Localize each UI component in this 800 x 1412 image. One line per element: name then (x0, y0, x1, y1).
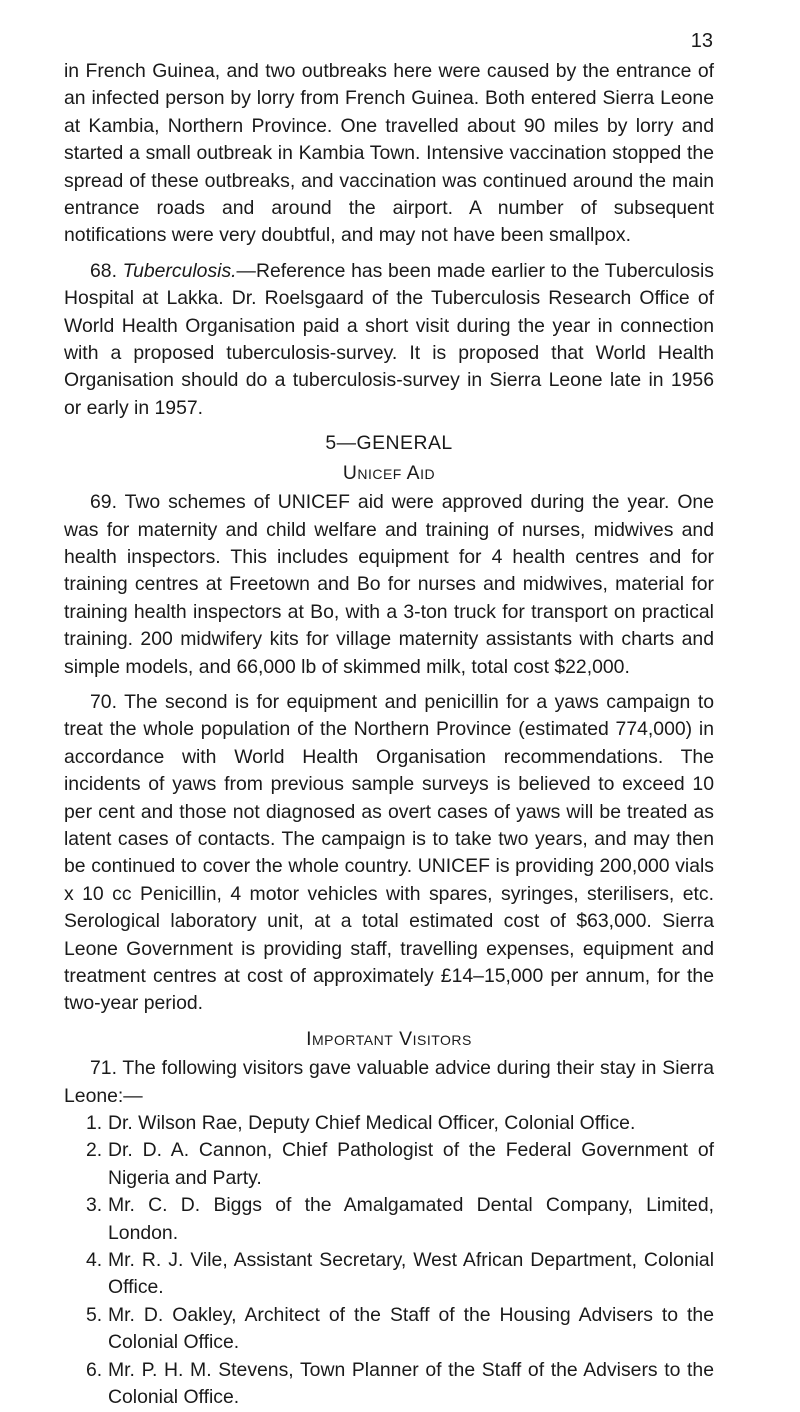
list-item (64, 1357, 714, 1412)
list-item-text: Mr. P. H. M. Stevens, Town Planner of the Staff of the Advisers to the Colonial Office. (108, 1358, 714, 1409)
list-item-number: 4. (86, 1249, 103, 1272)
list-item-text: Dr. Wilson Rae, Deputy Chief Medical Officer, Colonial Office. (108, 1112, 636, 1135)
paragraph-smallpox-continued: in French Guinea, and two outbreaks here were caused by the entrance of an infected person by lorry from French Guinea. Both entered Sierra Leone at Kambia, Northern Province. One travelled about 90 miles by lorry and started a small outbreak in Kambia Town. Intensive vaccination stopped the spread of these outbreaks, and vaccination was continued around the main entrance roads and around the airport. A number of subsequent notifications were very doubtful, and may not have been smallpox. (64, 60, 714, 247)
page-number: 13 (690, 30, 713, 52)
list-item-number: 5. (86, 1303, 103, 1326)
list-item (64, 1302, 714, 1357)
paragraph-69: 69. Two schemes of UNICEF aid were approved during the year. One was for maternity and child welfare and training of nurses, midwives and health inspectors. This includes equipment for 4 health centres and for training centres at Freetown and Bo for nurses and midwives, material for training health inspectors at Bo, with a 3-ton truck for transport on practical training. 200 midwifery kits for village maternity assistants with charts and simple models, and 66,000 lb of skimmed milk, total cost $22,000. (64, 491, 714, 678)
list-item (64, 1192, 714, 1247)
section-heading-general: 5—GENERAL (325, 432, 453, 455)
list-item-text: Mr. R. J. Vile, Assistant Secretary, West African Department, Colonial Office. (108, 1249, 714, 1299)
paragraph-68-number: 68. (90, 259, 117, 282)
list-item (64, 1247, 714, 1302)
paragraph-68 (64, 258, 714, 422)
paragraph-71: 71. The following visitors gave valuable advice during their stay in Sierra Leone:— (64, 1057, 714, 1107)
list-item-number: 2. (86, 1139, 103, 1162)
list-item-number: 3. (86, 1194, 103, 1217)
subheading-important-visitors: Important Visitors (306, 1027, 472, 1050)
subheading-unicef-aid: Unicef Aid (342, 461, 436, 484)
list-item (64, 1137, 714, 1192)
paragraph-70: 70. The second is for equipment and penicillin for a yaws campaign to treat the whole population of the Northern Province (estimated 774,000) in accordance with World Health Organisation recommendations. The incidents of yaws from previous sample surveys is believed to exceed 10 per cent and those not diagnosed as overt cases of yaws will be treated as latent cases of contacts. The campaign is to take two years, and may then be continued to cover the whole country. UNICEF is providing 200,000 vials x 10 cc Penicillin, 4 motor vehicles with spares, syringes, sterilisers, etc. Serological laboratory unit, at a total estimated cost of $63,000. Sierra Leone Government is providing staff, travelling expenses, equipment and treatment centres at cost of approximately £14–15,000 per annum, for the two-year period. (64, 690, 714, 1015)
paragraph-68-title: Tuberculosis. (122, 259, 237, 282)
list-item-text: Dr. D. A. Cannon, Chief Pathologist of the Federal Government of Nigeria and Party. (108, 1139, 714, 1189)
list-item (64, 1110, 714, 1137)
list-item-number: 1. (86, 1112, 103, 1135)
list-item-number: 6. (86, 1358, 103, 1381)
list-item-text: Mr. C. D. Biggs of the Amalgamated Dental Company, Limited, London. (108, 1194, 714, 1244)
document-body (64, 58, 714, 1412)
list-item-text: Mr. D. Oakley, Architect of the Staff of the Housing Advisers to the Colonial Office. (108, 1303, 714, 1354)
visitors-list (64, 1110, 714, 1411)
paragraph-68-text: —Reference has been made earlier to the Tuberculosis Hospital at Lakka. Dr. Roelsgaard of the Tuberculosis Research Office of World Health Organisation paid a short visit during the year in connection with a proposed tuberculosis-survey. It is proposed that World Health Organisation should do a tuberculosis-survey in Sierra Leone late in 1956 or early in 1957. (64, 259, 715, 419)
